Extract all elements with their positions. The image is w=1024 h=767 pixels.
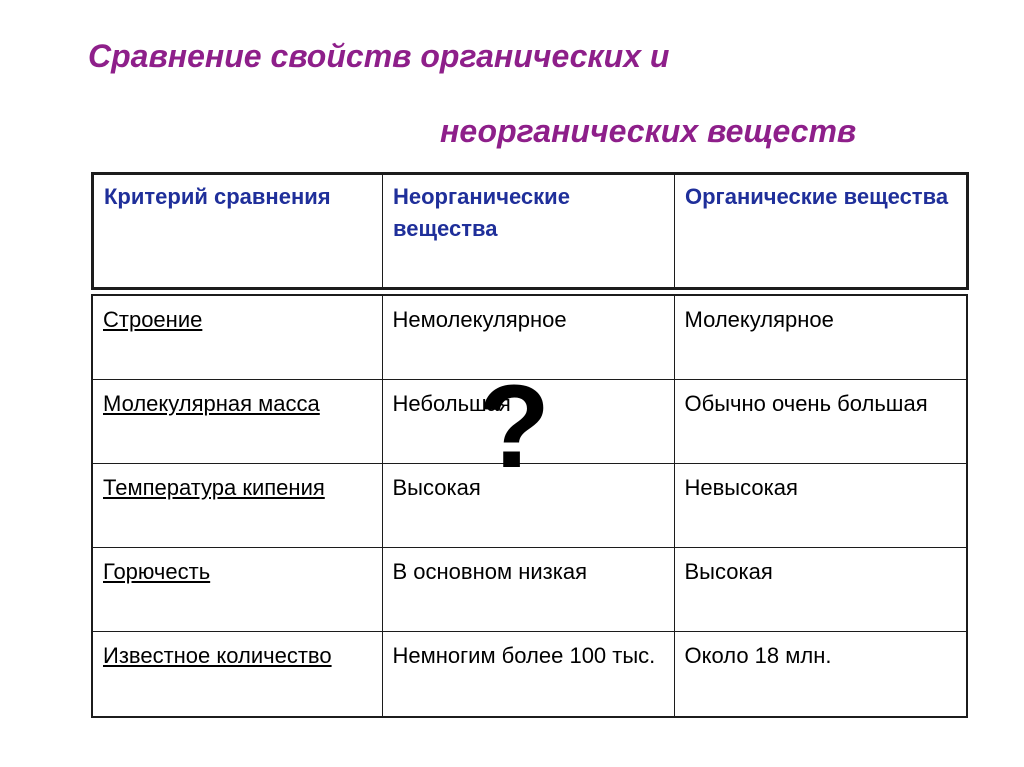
inorganic-boiling-point: Высокая: [382, 463, 674, 547]
comparison-table-body: [91, 294, 968, 718]
header-organic: Органические вещества: [675, 174, 968, 289]
criterion-known-count[interactable]: Известное количество: [103, 642, 332, 668]
organic-flammability: Высокая: [674, 547, 967, 631]
organic-known-count: Около 18 млн.: [674, 631, 967, 717]
table-row: [92, 295, 967, 379]
header-criterion: Критерий сравнения: [93, 174, 383, 289]
criterion-boiling-point[interactable]: Температура кипения: [103, 474, 325, 500]
table-row: [92, 463, 967, 547]
inorganic-flammability: В основном низкая: [382, 547, 674, 631]
question-mark-overlay: ?: [478, 361, 551, 493]
organic-boiling-point: Невысокая: [674, 463, 967, 547]
organic-structure: Молекулярное: [674, 295, 967, 379]
organic-molecular-mass: Обычно очень большая: [674, 379, 967, 463]
inorganic-structure: Немолекулярное: [382, 295, 674, 379]
slide-title-line-1: Сравнение свойств органических и: [88, 38, 670, 74]
table-row: [92, 379, 967, 463]
criterion-flammability[interactable]: Горючесть: [103, 558, 211, 584]
criterion-molecular-mass[interactable]: Молекулярная масса: [103, 390, 320, 416]
comparison-table-header: [91, 172, 969, 290]
inorganic-known-count: Немногим более 100 тыс.: [382, 631, 674, 717]
slide-title-line-2: неорганических веществ: [440, 113, 857, 149]
header-row: [93, 174, 968, 289]
table-row: [92, 547, 967, 631]
criterion-structure[interactable]: Строение: [103, 307, 203, 332]
header-inorganic: Неорганические вещества: [383, 174, 675, 289]
table-row: [92, 631, 967, 717]
inorganic-molecular-mass: Небольшая: [382, 379, 674, 463]
